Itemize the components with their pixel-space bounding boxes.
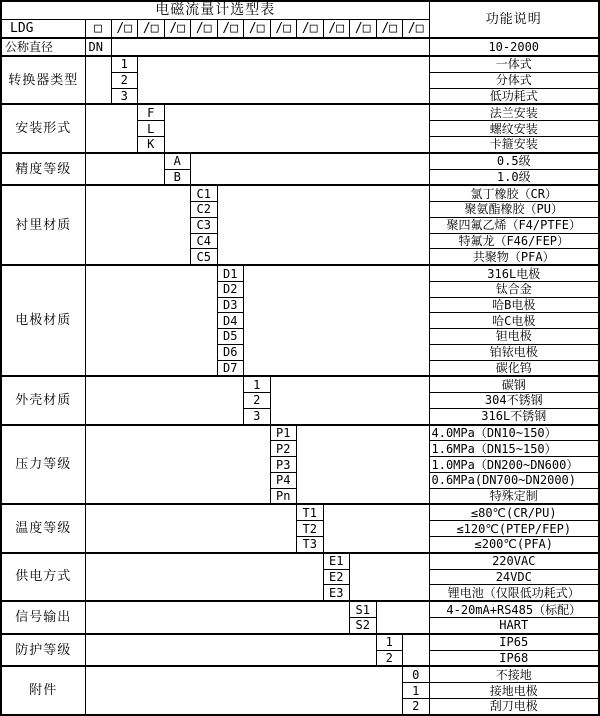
option-function: 碳化钨 — [429, 360, 599, 376]
option-function: 10-2000 — [429, 38, 599, 56]
empty-cell — [85, 601, 350, 634]
empty-cell — [111, 38, 429, 56]
table-row — [1, 601, 599, 617]
empty-cell — [85, 104, 138, 152]
option-function: 特氟龙（F46/FEP） — [429, 233, 599, 249]
function-column-header: 功能说明 — [429, 1, 599, 38]
empty-cell — [85, 56, 111, 104]
code-slot: /□ — [376, 19, 403, 38]
option-code: P1 — [270, 425, 297, 441]
option-code: 1 — [244, 376, 271, 392]
empty-cell — [164, 104, 429, 152]
section-label: 精度等级 — [1, 153, 85, 186]
option-code: C4 — [191, 233, 218, 249]
option-code: Pn — [270, 488, 297, 504]
option-function: ≤120℃(PTEP/FEP) — [429, 521, 599, 537]
option-code: 3 — [244, 408, 271, 424]
option-function: 接地电极 — [429, 683, 599, 699]
option-code: F — [138, 104, 165, 120]
option-code: 3 — [111, 88, 138, 104]
option-code: 2 — [376, 650, 403, 666]
table-row — [1, 265, 599, 281]
empty-cell — [217, 185, 429, 265]
empty-cell — [85, 553, 323, 601]
section-label: 附件 — [1, 666, 85, 715]
option-function: 卡箍安装 — [429, 136, 599, 152]
option-code: L — [138, 121, 165, 137]
option-function: 碳钢 — [429, 376, 599, 392]
section-label: 衬里材质 — [1, 185, 85, 265]
code-box: □ — [85, 19, 111, 38]
option-code: D3 — [217, 297, 244, 313]
option-function: 共聚物（PFA） — [429, 249, 599, 265]
option-code: C3 — [191, 217, 218, 233]
option-function: IP65 — [429, 634, 599, 650]
empty-cell — [85, 265, 217, 376]
code-slot: /□ — [164, 19, 191, 38]
code-slot: /□ — [111, 19, 138, 38]
option-function: 4.0MPa（DN10~150） — [429, 425, 599, 441]
option-code: B — [164, 169, 191, 185]
model-prefix: LDG — [1, 19, 85, 38]
table-row — [1, 666, 599, 682]
section-label: 温度等级 — [1, 504, 85, 552]
option-code: D4 — [217, 313, 244, 329]
table-row — [1, 376, 599, 392]
option-function: 304不锈钢 — [429, 393, 599, 409]
section-label: 供电方式 — [1, 553, 85, 601]
option-function: 特殊定制 — [429, 488, 599, 504]
option-function: 316L不锈钢 — [429, 408, 599, 424]
option-function: 聚氨酯橡胶（PU） — [429, 202, 599, 218]
code-slot: /□ — [244, 19, 271, 38]
section-label: 信号输出 — [1, 601, 85, 634]
option-code: K — [138, 136, 165, 152]
code-slot: /□ — [270, 19, 297, 38]
option-code: C1 — [191, 185, 218, 201]
section-label: 电极材质 — [1, 265, 85, 376]
table-row — [1, 553, 599, 569]
option-function: ≤200℃(PFA) — [429, 536, 599, 552]
table-title: 电磁流量计选型表 — [1, 1, 429, 19]
code-slot: /□ — [403, 19, 430, 38]
empty-cell — [85, 634, 376, 667]
option-code: D1 — [217, 265, 244, 281]
option-code: T2 — [297, 521, 324, 537]
option-function: 220VAC — [429, 553, 599, 569]
option-function: 钛合金 — [429, 281, 599, 297]
option-function: 不接地 — [429, 666, 599, 682]
empty-cell — [350, 553, 430, 601]
code-slot: /□ — [297, 19, 324, 38]
section-label: 压力等级 — [1, 425, 85, 505]
table-row — [1, 634, 599, 650]
option-code: T3 — [297, 536, 324, 552]
empty-cell — [85, 425, 270, 505]
option-function: 法兰安装 — [429, 104, 599, 120]
option-function: 哈B电极 — [429, 297, 599, 313]
empty-cell — [244, 265, 430, 376]
section-label: 公称直径 — [1, 38, 85, 56]
option-code: C5 — [191, 249, 218, 265]
table-row — [1, 185, 599, 201]
option-function: ≤80℃(CR/PU) — [429, 504, 599, 520]
option-code: DN — [85, 38, 111, 56]
option-function: IP68 — [429, 650, 599, 666]
option-code: S1 — [350, 601, 377, 617]
section-label: 外壳材质 — [1, 376, 85, 424]
option-code: D2 — [217, 281, 244, 297]
option-function: 聚四氟乙烯（F4/PTFE） — [429, 217, 599, 233]
option-code: C2 — [191, 202, 218, 218]
code-slot: /□ — [191, 19, 218, 38]
empty-cell — [403, 634, 430, 667]
empty-cell — [376, 601, 429, 634]
table-row — [1, 504, 599, 520]
option-code: 2 — [111, 72, 138, 88]
option-code: A — [164, 153, 191, 169]
option-function: 螺纹安装 — [429, 121, 599, 137]
option-function: 24VDC — [429, 569, 599, 585]
option-code: S2 — [350, 617, 377, 633]
option-function: 哈C电极 — [429, 313, 599, 329]
option-code: 1 — [403, 683, 430, 699]
option-code: P4 — [270, 472, 297, 488]
option-function: 4-20mA+RS485（标配） — [429, 601, 599, 617]
option-code: 0 — [403, 666, 430, 682]
option-function: 1.0MPa（DN200~DN600） — [429, 457, 599, 473]
option-code: E2 — [323, 569, 350, 585]
option-function: 钽电极 — [429, 329, 599, 345]
table-row — [1, 153, 599, 169]
code-slot: /□ — [217, 19, 244, 38]
option-function: HART — [429, 617, 599, 633]
option-code: E1 — [323, 553, 350, 569]
section-label: 转换器类型 — [1, 56, 85, 104]
option-function: 1.6MPa（DN15~150） — [429, 441, 599, 457]
code-slot: /□ — [323, 19, 350, 38]
table-row — [1, 104, 599, 120]
option-code: D7 — [217, 360, 244, 376]
option-code: D6 — [217, 344, 244, 360]
option-function: 锂电池（仅限低功耗式） — [429, 585, 599, 601]
code-slot: /□ — [138, 19, 165, 38]
empty-cell — [138, 56, 430, 104]
table-row — [1, 56, 599, 72]
empty-cell — [85, 666, 403, 715]
option-function: 分体式 — [429, 72, 599, 88]
empty-cell — [85, 376, 244, 424]
option-code: 1 — [111, 56, 138, 72]
empty-cell — [85, 153, 164, 186]
empty-cell — [297, 425, 430, 505]
diameter-row — [1, 38, 599, 56]
empty-cell — [85, 504, 297, 552]
section-label: 安装形式 — [1, 104, 85, 152]
section-label: 防护等级 — [1, 634, 85, 667]
option-function: 刮刀电极 — [429, 698, 599, 715]
code-slot: /□ — [350, 19, 377, 38]
option-function: 一体式 — [429, 56, 599, 72]
empty-cell — [85, 185, 191, 265]
option-function: 低功耗式 — [429, 88, 599, 104]
option-code: P3 — [270, 457, 297, 473]
option-code: 2 — [403, 698, 430, 715]
option-code: P2 — [270, 441, 297, 457]
option-code: 1 — [376, 634, 403, 650]
option-function: 0.5级 — [429, 153, 599, 169]
empty-cell — [323, 504, 429, 552]
option-function: 0.6MPa(DN700~DN2000) — [429, 472, 599, 488]
option-function: 316L电极 — [429, 265, 599, 281]
option-code: 2 — [244, 393, 271, 409]
option-code: E3 — [323, 585, 350, 601]
option-function: 1.0级 — [429, 169, 599, 185]
empty-cell — [191, 153, 430, 186]
option-code: D5 — [217, 329, 244, 345]
table-row — [1, 425, 599, 441]
option-code: T1 — [297, 504, 324, 520]
empty-cell — [270, 376, 429, 424]
option-function: 氯丁橡胶（CR） — [429, 185, 599, 201]
option-function: 铂铱电极 — [429, 344, 599, 360]
title-row — [1, 1, 599, 19]
